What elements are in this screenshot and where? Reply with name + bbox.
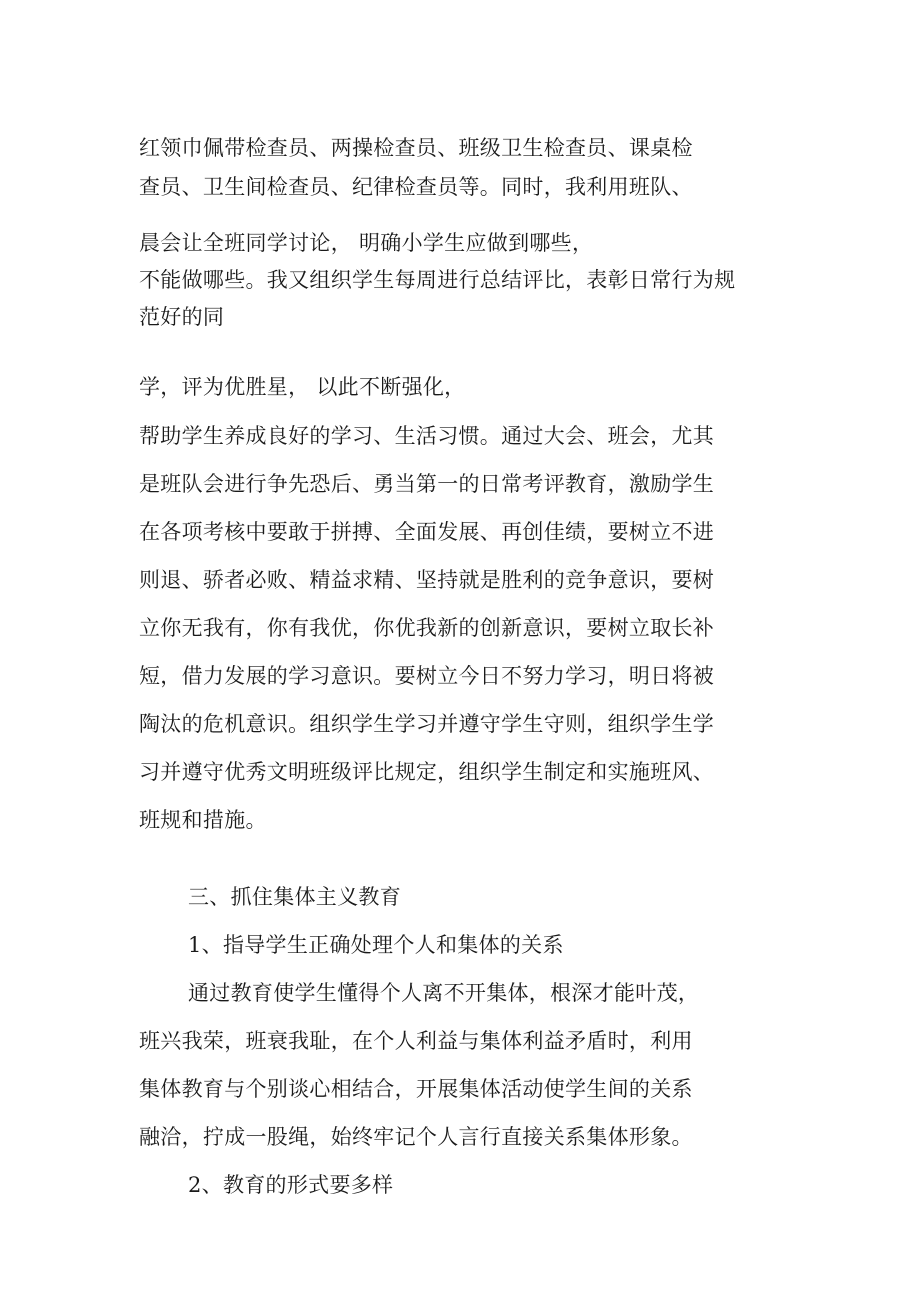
paragraph-line: 融洽，拧成一股绳，始终牢记个人言行直接关系集体形象。 bbox=[139, 1125, 693, 1149]
text-line: 范好的同 bbox=[139, 305, 225, 329]
text-line: 则退、骄者必败、精益求精、坚持就是胜利的竞争意识，要树 bbox=[139, 568, 715, 592]
text-line: 陶汰的危机意识。组织学生学习并遵守学生守则，组织学生学 bbox=[139, 712, 715, 736]
subheading: 1、指导学生正确处理个人和集体的关系 bbox=[188, 933, 564, 957]
text-line: 习并遵守优秀文明班级评比规定，组织学生制定和实施班风、 bbox=[139, 760, 715, 784]
text-line: 不能做哪些。我又组织学生每周进行总结评比，表彰日常行为规 bbox=[139, 268, 736, 292]
section-heading: 三、抓住集体主义教育 bbox=[188, 885, 401, 909]
text-line: 短，借力发展的学习意识。要树立今日不努力学习，明日将被 bbox=[139, 664, 715, 688]
paragraph-line: 班兴我荣，班衰我耻，在个人利益与集体利益矛盾时，利用 bbox=[139, 1029, 693, 1053]
paragraph-line: 通过教育使学生懂得个人离不开集体，根深才能叶茂， bbox=[188, 981, 700, 1005]
paragraph-line: 集体教育与个别谈心相结合，开展集体活动使学生间的关系 bbox=[139, 1077, 693, 1101]
text-line: 帮助学生养成良好的学习、生活习惯。通过大会、班会，尤其 bbox=[139, 424, 715, 448]
text-line: 班规和措施。 bbox=[139, 808, 267, 832]
subheading: 2、教育的形式要多样 bbox=[188, 1173, 394, 1197]
text-line: 立你无我有，你有我优，你优我新的创新意识，要树立取长补 bbox=[139, 616, 715, 640]
text-line: 晨会让全班同学讨论， 明确小学生应做到哪些， bbox=[139, 231, 594, 255]
text-line: 学，评为优胜星， 以此不断强化， bbox=[139, 375, 466, 399]
text-line: 在各项考核中要敢于拼搏、全面发展、再创佳绩，要树立不进 bbox=[139, 520, 715, 544]
text-line: 查员、卫生间检查员、纪律检查员等。同时，我利用班队、 bbox=[139, 175, 693, 199]
text-line: 是班队会进行争先恐后、勇当第一的日常考评教育，激励学生 bbox=[139, 472, 715, 496]
text-line: 红领巾佩带检查员、两操检查员、班级卫生检查员、课桌检 bbox=[139, 136, 693, 160]
